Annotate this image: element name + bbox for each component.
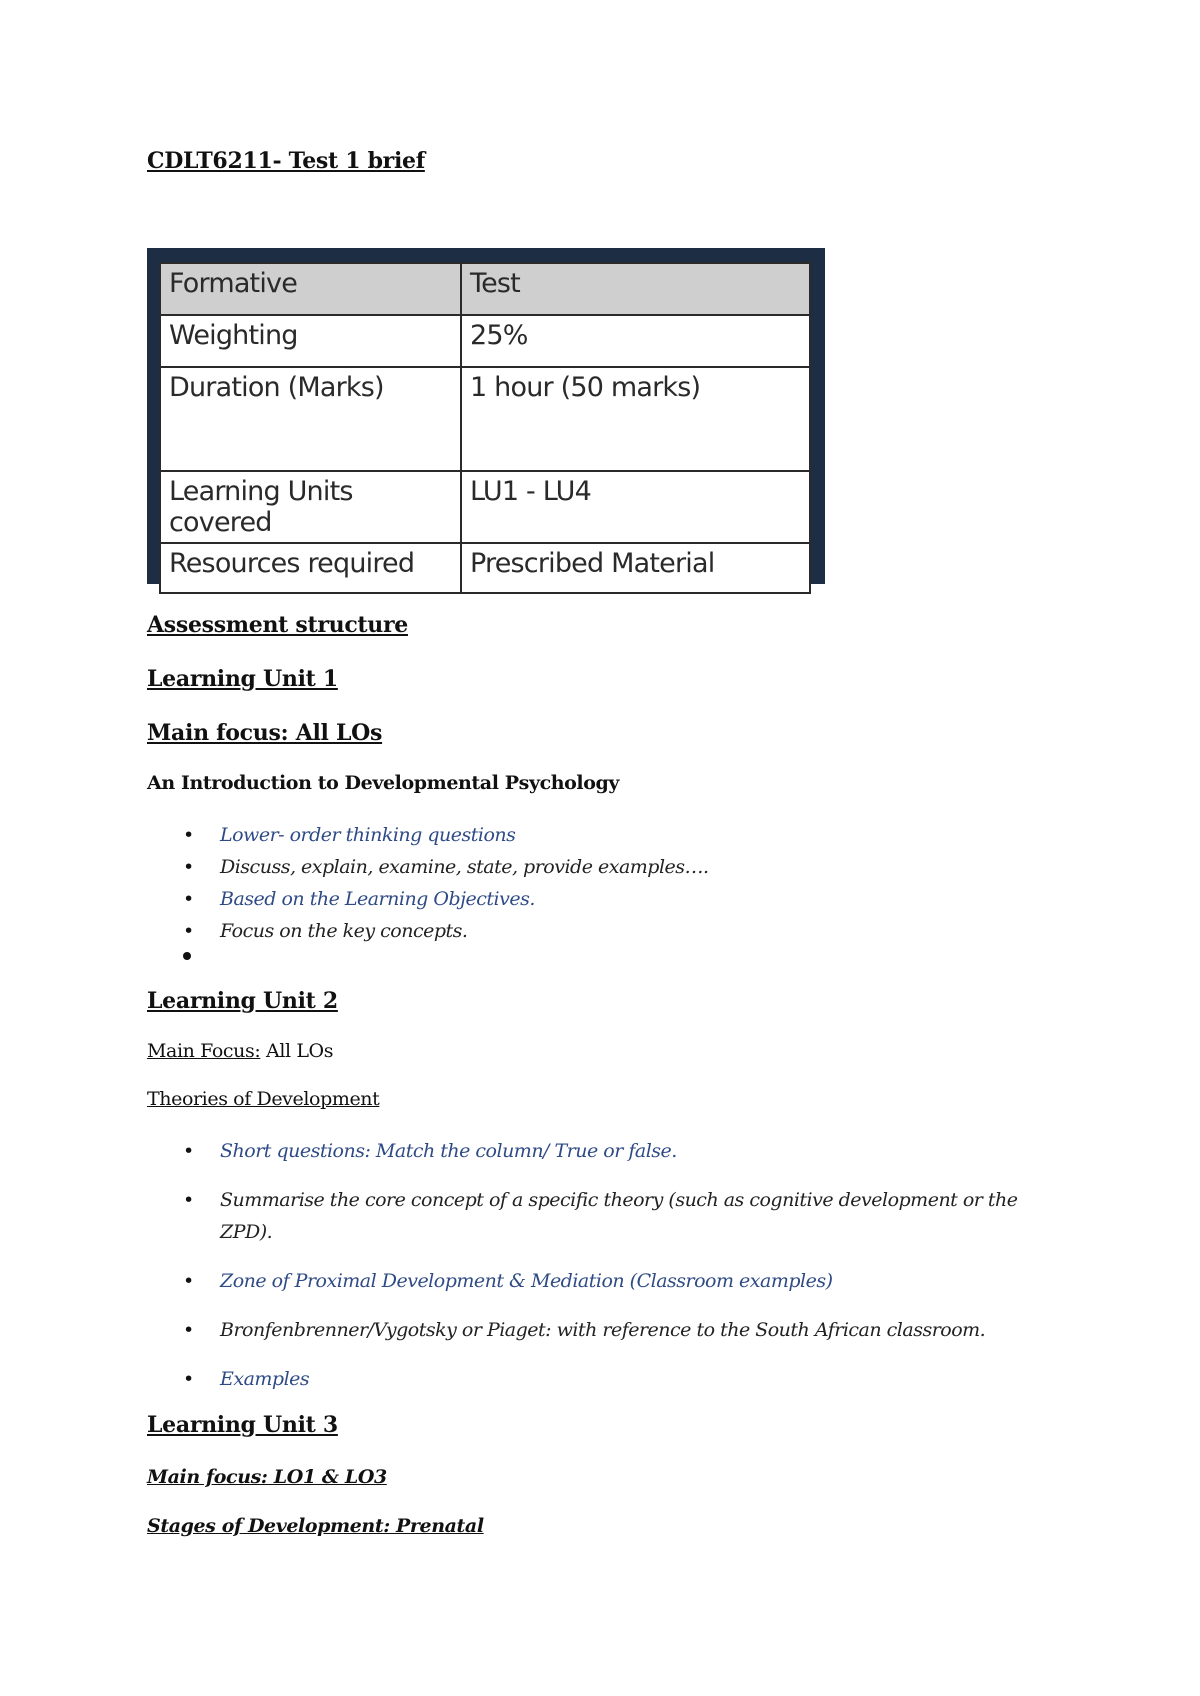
table-cell-label: Resources required (160, 543, 461, 593)
lu2-topic: Theories of Development (147, 1088, 380, 1110)
bullet-icon: • (183, 1368, 194, 1390)
bullet-icon: • (183, 1189, 194, 1211)
table-row (160, 263, 810, 315)
table-row (160, 315, 810, 367)
list-item: • Zone of Proximal Development & Mediation (Classroom examples) (183, 1265, 1060, 1297)
lu3-focus: Main focus: LO1 & LO3 (147, 1466, 387, 1488)
bullet-icon: • (183, 824, 194, 846)
list-item: • Bronfenbrenner/Vygotsky or Piaget: with reference to the South African classroom. (183, 1314, 1060, 1346)
bullet-icon: • (183, 856, 194, 878)
bullet-icon: • (183, 1140, 194, 1162)
table-cell-value: Prescribed Material (461, 543, 810, 593)
list-item: • Based on the Learning Objectives. (183, 883, 1060, 915)
table-cell-value: Test (461, 263, 810, 315)
lu1-heading: Learning Unit 1 (147, 666, 338, 692)
lu1-topic: An Introduction to Developmental Psychology (147, 772, 620, 794)
table-cell-value: 1 hour (50 marks) (461, 367, 810, 471)
table-cell-value: 25% (461, 315, 810, 367)
lu1-focus: Main focus: All LOs (147, 720, 383, 746)
info-table (159, 262, 811, 594)
table-row (160, 543, 810, 593)
list-item: • Lower- order thinking questions (183, 819, 1060, 851)
lu2-focus-value: All LOs (260, 1040, 334, 1062)
bullet-icon: • (183, 1319, 194, 1341)
lu2-focus (147, 1040, 333, 1062)
table-cell-value: LU1 - LU4 (461, 471, 810, 543)
table-cell-label: Duration (Marks) (160, 367, 461, 471)
list-item: • Discuss, explain, examine, state, provide examples…. (183, 851, 1060, 883)
document-title: CDLT6211- Test 1 brief (147, 148, 425, 174)
lu3-heading: Learning Unit 3 (147, 1412, 338, 1438)
assessment-structure-heading: Assessment structure (147, 612, 408, 638)
list-item: • Short questions: Match the column/ True or false. (183, 1135, 1060, 1167)
table-cell-label: Formative (160, 263, 461, 315)
list-item: • Summarise the core concept of a specific theory (such as cognitive development or the ZPD). (183, 1184, 1060, 1248)
list-item: • Examples (183, 1363, 1060, 1395)
info-table-frame (147, 248, 825, 584)
list-item: • Focus on the key concepts. (183, 915, 1060, 947)
bullet-icon: • (183, 1270, 194, 1292)
table-row (160, 367, 810, 471)
bullet-icon: • (183, 888, 194, 910)
bullet-icon: • (183, 920, 194, 942)
table-row (160, 471, 810, 543)
lu3-topic: Stages of Development: Prenatal (147, 1515, 484, 1537)
empty-bullet-icon (183, 952, 191, 960)
lu2-heading: Learning Unit 2 (147, 988, 338, 1014)
lu2-focus-label: Main Focus: (147, 1040, 261, 1062)
table-cell-label: Learning Units covered (160, 471, 461, 543)
table-cell-label: Weighting (160, 315, 461, 367)
